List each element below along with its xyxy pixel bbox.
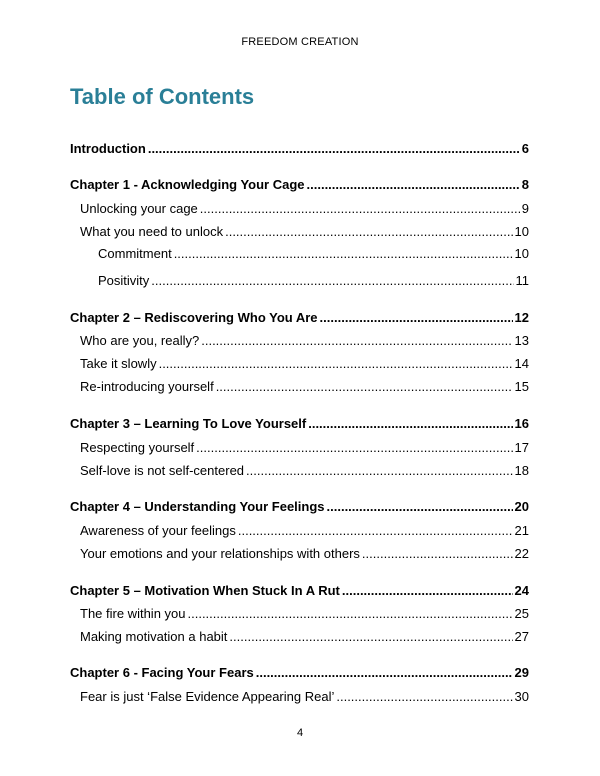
toc-entry-awareness-of-your-feelings[interactable] xyxy=(80,523,529,539)
toc-entry-label: Chapter 6 - Facing Your Fears xyxy=(70,665,254,680)
toc-entry-label: Making motivation a habit xyxy=(80,629,228,644)
toc-entry-label: Chapter 4 – Understanding Your Feelings xyxy=(70,499,325,514)
toc-entry-label: Positivity xyxy=(98,273,150,288)
toc-entry-commitment[interactable] xyxy=(98,246,529,262)
dot-leader xyxy=(196,440,512,456)
dot-leader xyxy=(362,546,513,562)
toc-entry-label: Unlocking your cage xyxy=(80,201,198,216)
page-number: 4 xyxy=(296,727,304,739)
toc-entry-re-introducing-yourself[interactable] xyxy=(80,379,529,395)
toc-entry-label: Re-introducing yourself xyxy=(80,379,214,394)
toc-entry-unlocking-your-cage[interactable] xyxy=(80,201,529,217)
toc-entry-self-love[interactable] xyxy=(80,463,529,479)
toc-entry-who-are-you-really[interactable] xyxy=(80,333,529,349)
dot-leader xyxy=(151,273,513,289)
toc-title: Table of Contents xyxy=(70,84,255,109)
toc-entry-the-fire-within-you[interactable] xyxy=(80,606,529,622)
dot-leader xyxy=(308,416,512,432)
toc-entry-label: Take it slowly xyxy=(80,356,157,371)
toc-entry-page: 29 xyxy=(514,665,529,680)
dot-leader xyxy=(200,201,520,217)
toc-entry-page: 22 xyxy=(514,546,529,561)
dot-leader xyxy=(307,177,520,193)
toc-entry-page: 24 xyxy=(514,583,529,598)
toc-entry-page: 15 xyxy=(514,379,529,394)
dot-leader xyxy=(216,379,513,395)
toc-entry-page: 21 xyxy=(514,523,529,538)
toc-entry-chapter-5[interactable] xyxy=(70,583,529,599)
toc-entry-label: Chapter 1 - Acknowledging Your Cage xyxy=(70,177,305,192)
toc-entry-label: Chapter 5 – Motivation When Stuck In A Rut xyxy=(70,583,340,598)
toc-entry-page: 27 xyxy=(514,629,529,644)
toc-entry-label: Chapter 2 – Rediscovering Who You Are xyxy=(70,310,318,325)
toc-entry-positivity[interactable] xyxy=(98,273,529,289)
toc-entry-page: 6 xyxy=(521,141,529,156)
dot-leader xyxy=(320,310,513,326)
toc-entry-label: Commitment xyxy=(98,246,172,261)
toc-entry-your-emotions[interactable] xyxy=(80,546,529,562)
toc-entry-page: 10 xyxy=(514,246,529,261)
dot-leader xyxy=(225,224,512,240)
toc-entry-page: 16 xyxy=(514,416,529,431)
running-header: FREEDOM CREATION xyxy=(241,36,359,48)
toc-entry-label: Your emotions and your relationships with others xyxy=(80,546,360,561)
toc-entry-label: Who are you, really? xyxy=(80,333,200,348)
toc-entry-page: 25 xyxy=(514,606,529,621)
toc-entry-label: The fire within you xyxy=(80,606,186,621)
dot-leader xyxy=(342,583,513,599)
dot-leader xyxy=(148,141,520,157)
toc-entry-chapter-1[interactable] xyxy=(70,177,529,193)
toc-entry-page: 11 xyxy=(515,273,529,288)
toc-entry-fear-is-just[interactable] xyxy=(80,689,529,705)
toc-entry-take-it-slowly[interactable] xyxy=(80,356,529,372)
toc-entry-page: 9 xyxy=(521,201,529,216)
toc-entry-label: Respecting yourself xyxy=(80,440,195,455)
toc-entry-page: 10 xyxy=(514,224,529,239)
toc-entry-label: Fear is just ‘False Evidence Appearing Real’ xyxy=(80,689,335,704)
toc-entry-page: 12 xyxy=(514,310,529,325)
dot-leader xyxy=(238,523,513,539)
toc-entry-page: 30 xyxy=(514,689,529,704)
toc-entry-page: 18 xyxy=(514,463,529,478)
dot-leader xyxy=(188,606,513,622)
toc-entry-page: 8 xyxy=(521,177,529,192)
toc-entry-page: 17 xyxy=(514,440,529,455)
dot-leader xyxy=(201,333,512,349)
toc-entry-introduction[interactable] xyxy=(70,141,529,157)
toc-entry-what-you-need-to-unlock[interactable] xyxy=(80,224,529,240)
dot-leader xyxy=(327,499,513,515)
toc-entry-label: Self-love is not self-centered xyxy=(80,463,245,478)
dot-leader xyxy=(246,463,513,479)
dot-leader xyxy=(174,246,513,262)
toc-entry-respecting-yourself[interactable] xyxy=(80,440,529,456)
toc-entry-label: Awareness of your feelings xyxy=(80,523,236,538)
toc-entry-chapter-4[interactable] xyxy=(70,499,529,515)
toc-entry-page: 20 xyxy=(514,499,529,514)
dot-leader xyxy=(256,665,513,681)
toc-entry-label: Introduction xyxy=(70,141,146,156)
toc-entry-label: What you need to unlock xyxy=(80,224,224,239)
toc-entry-chapter-2[interactable] xyxy=(70,310,529,326)
dot-leader xyxy=(336,689,512,705)
toc-entry-chapter-6[interactable] xyxy=(70,665,529,681)
dot-leader xyxy=(229,629,512,645)
toc-entry-making-motivation-a-habit[interactable] xyxy=(80,629,529,645)
toc-entry-page: 14 xyxy=(514,356,529,371)
toc-entry-page: 13 xyxy=(514,333,529,348)
dot-leader xyxy=(159,356,513,372)
toc-entry-chapter-3[interactable] xyxy=(70,416,529,432)
toc-entry-label: Chapter 3 – Learning To Love Yourself xyxy=(70,416,307,431)
